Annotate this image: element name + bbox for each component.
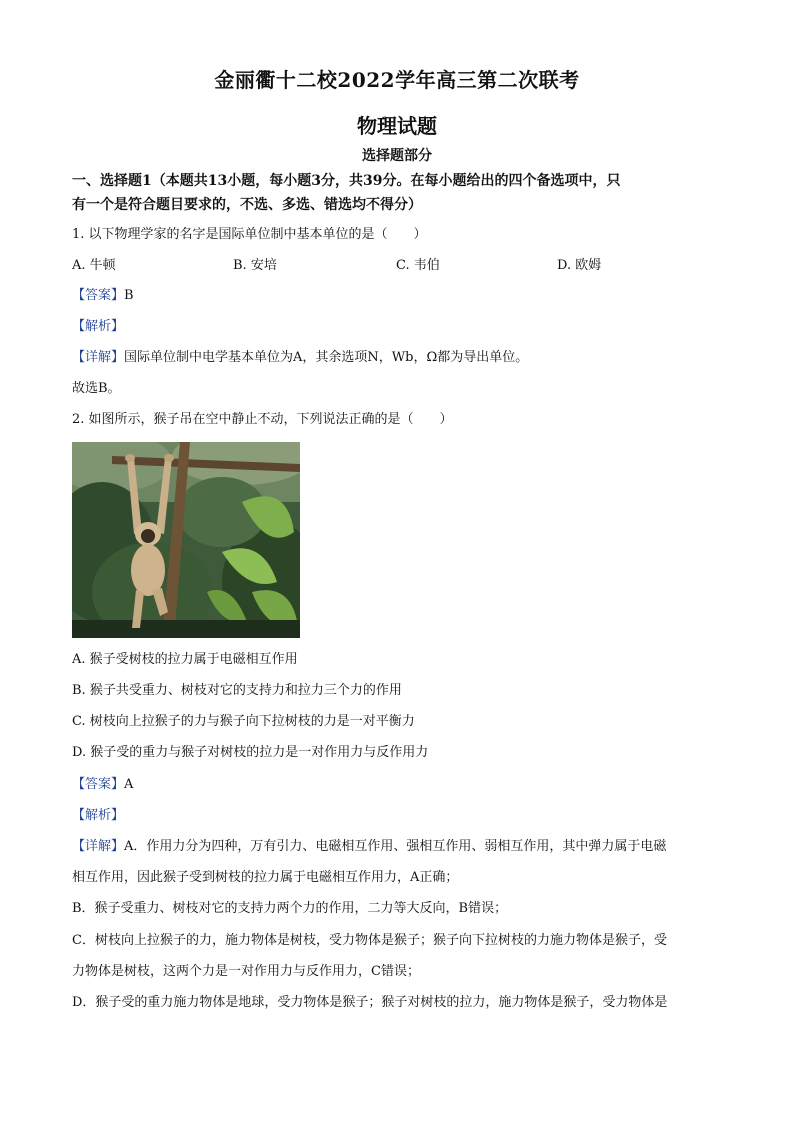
q1-stem: 1. 以下物理学家的名字是国际单位制中基本单位的是（ ） [72, 227, 427, 242]
answer-tag: 【答案】 [72, 777, 125, 792]
q2-option-d: D. 猴子受的重力与猴子对树枝的拉力是一对作用力与反作用力 [72, 745, 429, 760]
q2-analysis-tag [72, 807, 124, 825]
q2-option-c: C. 树枝向上拉猴子的力与猴子向下拉树枝的力是一对平衡力 [72, 714, 415, 729]
q2-detail-line-5: 力物体是树枝，这两个力是一对作用力与反作用力，C错误； [72, 964, 420, 979]
q2-option-b: B. 猴子共受重力、树枝对它的支持力和拉力三个力的作用 [72, 683, 402, 698]
exam-title: 金丽衢十二校2022学年高三第二次联考 [214, 68, 580, 92]
part-title: 选择题部分 [362, 148, 432, 164]
q1-option-a: A. 牛顿 [72, 258, 116, 273]
q1-detail [72, 349, 528, 367]
detail-text: 国际单位制中电学基本单位为A，其余选项N，Wb，Ω都为导出单位。 [124, 350, 529, 365]
answer-value: B [124, 288, 134, 303]
q2-detail-line-4: C．树枝向上拉猴子的力，施力物体是树枝，受力物体是猴子；猴子向下拉树枝的力施力物体是猴子，受 [72, 933, 667, 948]
answer-tag: 【答案】 [72, 288, 125, 303]
q2-stem: 2. 如图所示，猴子吊在空中静止不动，下列说法正确的是（ ） [72, 412, 453, 427]
analysis-tag: 【解析】 [72, 319, 125, 334]
q2-detail-line-1 [72, 838, 666, 856]
q2-answer [72, 776, 133, 794]
section-heading-line-2: 有一个是符合题目要求的，不选、多选、错选均不得分） [72, 197, 422, 213]
q2-detail-line-3: B．猴子受重力、树枝对它的支持力两个力的作用，二力等大反向，B错误； [72, 901, 508, 916]
q1-analysis-tag [72, 318, 124, 336]
detail-tag: 【详解】 [72, 839, 125, 854]
q1-conclusion: 故选B。 [72, 381, 121, 396]
detail-text: A．作用力分为四种，万有引力、电磁相互作用、强相互作用、弱相互作用，其中弹力属于电磁 [124, 839, 667, 854]
analysis-tag: 【解析】 [72, 808, 125, 823]
q2-detail-line-2: 相互作用，因此猴子受到树枝的拉力属于电磁相互作用力，A正确； [72, 870, 459, 885]
gibbon-photo [72, 442, 300, 638]
q1-option-d: D. 欧姆 [557, 258, 602, 273]
section-heading-line-1: 一、选择题1（本题共13小题，每小题3分，共39分。在每小题给出的四个备选项中，只 [72, 173, 621, 189]
q2-detail-line-6: D．猴子受的重力施力物体是地球，受力物体是猴子；猴子对树枝的拉力，施力物体是猴子，受力物体是 [72, 995, 668, 1010]
detail-tag: 【详解】 [72, 350, 125, 365]
subject-title: 物理试题 [357, 114, 437, 138]
answer-value: A [124, 777, 134, 792]
q1-answer [72, 287, 134, 305]
q1-option-b: B. 安培 [233, 258, 277, 273]
q1-option-c: C. 韦伯 [396, 258, 440, 273]
q2-option-a: A. 猴子受树枝的拉力属于电磁相互作用 [72, 652, 298, 667]
